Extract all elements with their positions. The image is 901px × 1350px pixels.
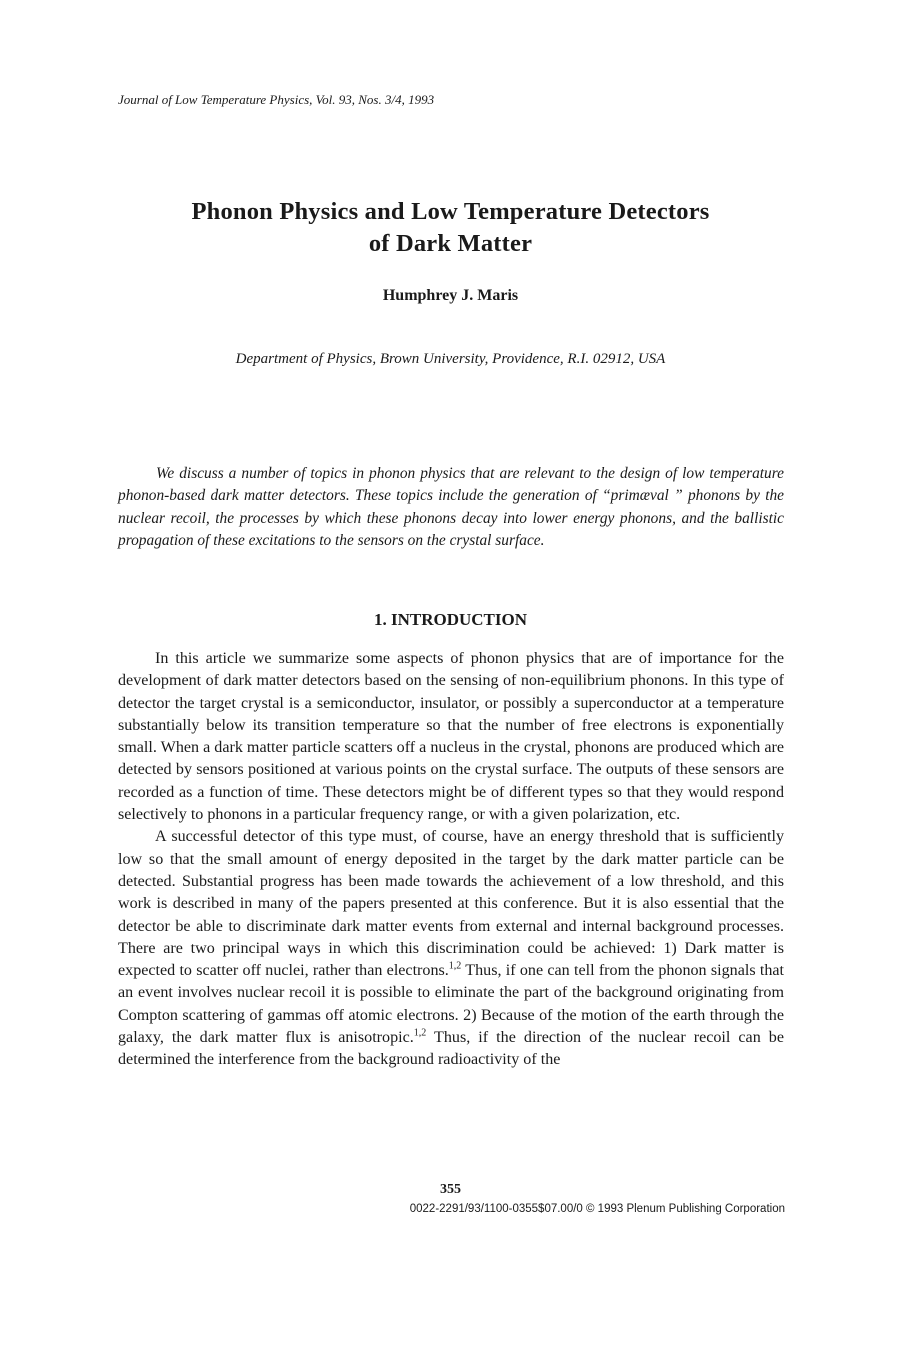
section-heading: 1. INTRODUCTION [373, 610, 528, 629]
title-line-2: of Dark Matter [368, 230, 533, 257]
author-affiliation: Department of Physics, Brown University, Providence, R.I. 02912, USA [235, 351, 666, 367]
page-number: 355 [440, 1182, 461, 1197]
abstract: We discuss a number of topics in phonon physics that are relevant to the design of low temperature phonon-based dark matter detectors. These topics include the generation of “primæval ” phonons by the nuclear recoil, the processes by which these phonons decay into lower energy phonons, and the ballistic propagation of these excitations to the sensors on the crystal surface. [118, 465, 784, 550]
author-name: Humphrey J. Maris [382, 287, 519, 304]
citation-ref: 1,2 [448, 960, 462, 972]
paragraph-1: In this article we summarize some aspects of phonon physics that are of importance for the development of dark matter detectors based on the sensing of non-equilibrium phonons. In this type of detector the target crystal is a semiconductor, insulator, or possibly a superconductor at a temperature substantially below its transition temperature so that the number of free electrons is exponentially small. When a dark matter particle scatters off a nucleus in the crystal, phonons are produced which are detected by sensors positioned at various points on the crystal surface. The outputs of these sensors are recorded as a function of time. These detectors might be of different types so that they would respond selectively to phonons in a particular frequency range, or with a given polarization, etc. [118, 650, 784, 824]
journal-citation: Journal of Low Temperature Physics, Vol. 93, Nos. 3/4, 1993 [118, 92, 435, 107]
copyright-line: 0022-2291/93/1100-0355$07.00/0 © 1993 Plenum Publishing Corporation [409, 1203, 785, 1215]
citation-ref: 1,2 [413, 1027, 427, 1039]
paragraph-2-part-c: Thus, if the direction of the nuclear recoil can be determined the interference from the background radioactivity of the [118, 1029, 784, 1069]
paragraph-2-part-b: Thus, if one can tell from the phonon signals that an event involves nuclear recoil it is possible to eliminate the part of the background originating from Compton scattering of gammas off atomic electrons. 2) Because of the motion of the earth through the galaxy, the dark matter flux is anisotropic. [118, 962, 784, 1047]
body-text [118, 648, 784, 1072]
paragraph-2-part-a: A successful detector of this type must, of course, have an energy threshold that is sufficiently low so that the small amount of energy deposited in the target by the dark matter particle can be detected. Substantial progress has been made towards the achievement of a low threshold, and this work is described in many of the papers presented at this conference. But it is also essential that the detector be able to discriminate dark matter events from external and internal background processes. There are two principal ways in which this discrimination could be achieved: 1) Dark matter is expected to scatter off nuclei, rather than electrons. [118, 828, 784, 980]
title-line-1: Phonon Physics and Low Temperature Detectors [191, 198, 710, 225]
paragraph-2 [118, 826, 784, 1071]
article-title [100, 196, 801, 260]
